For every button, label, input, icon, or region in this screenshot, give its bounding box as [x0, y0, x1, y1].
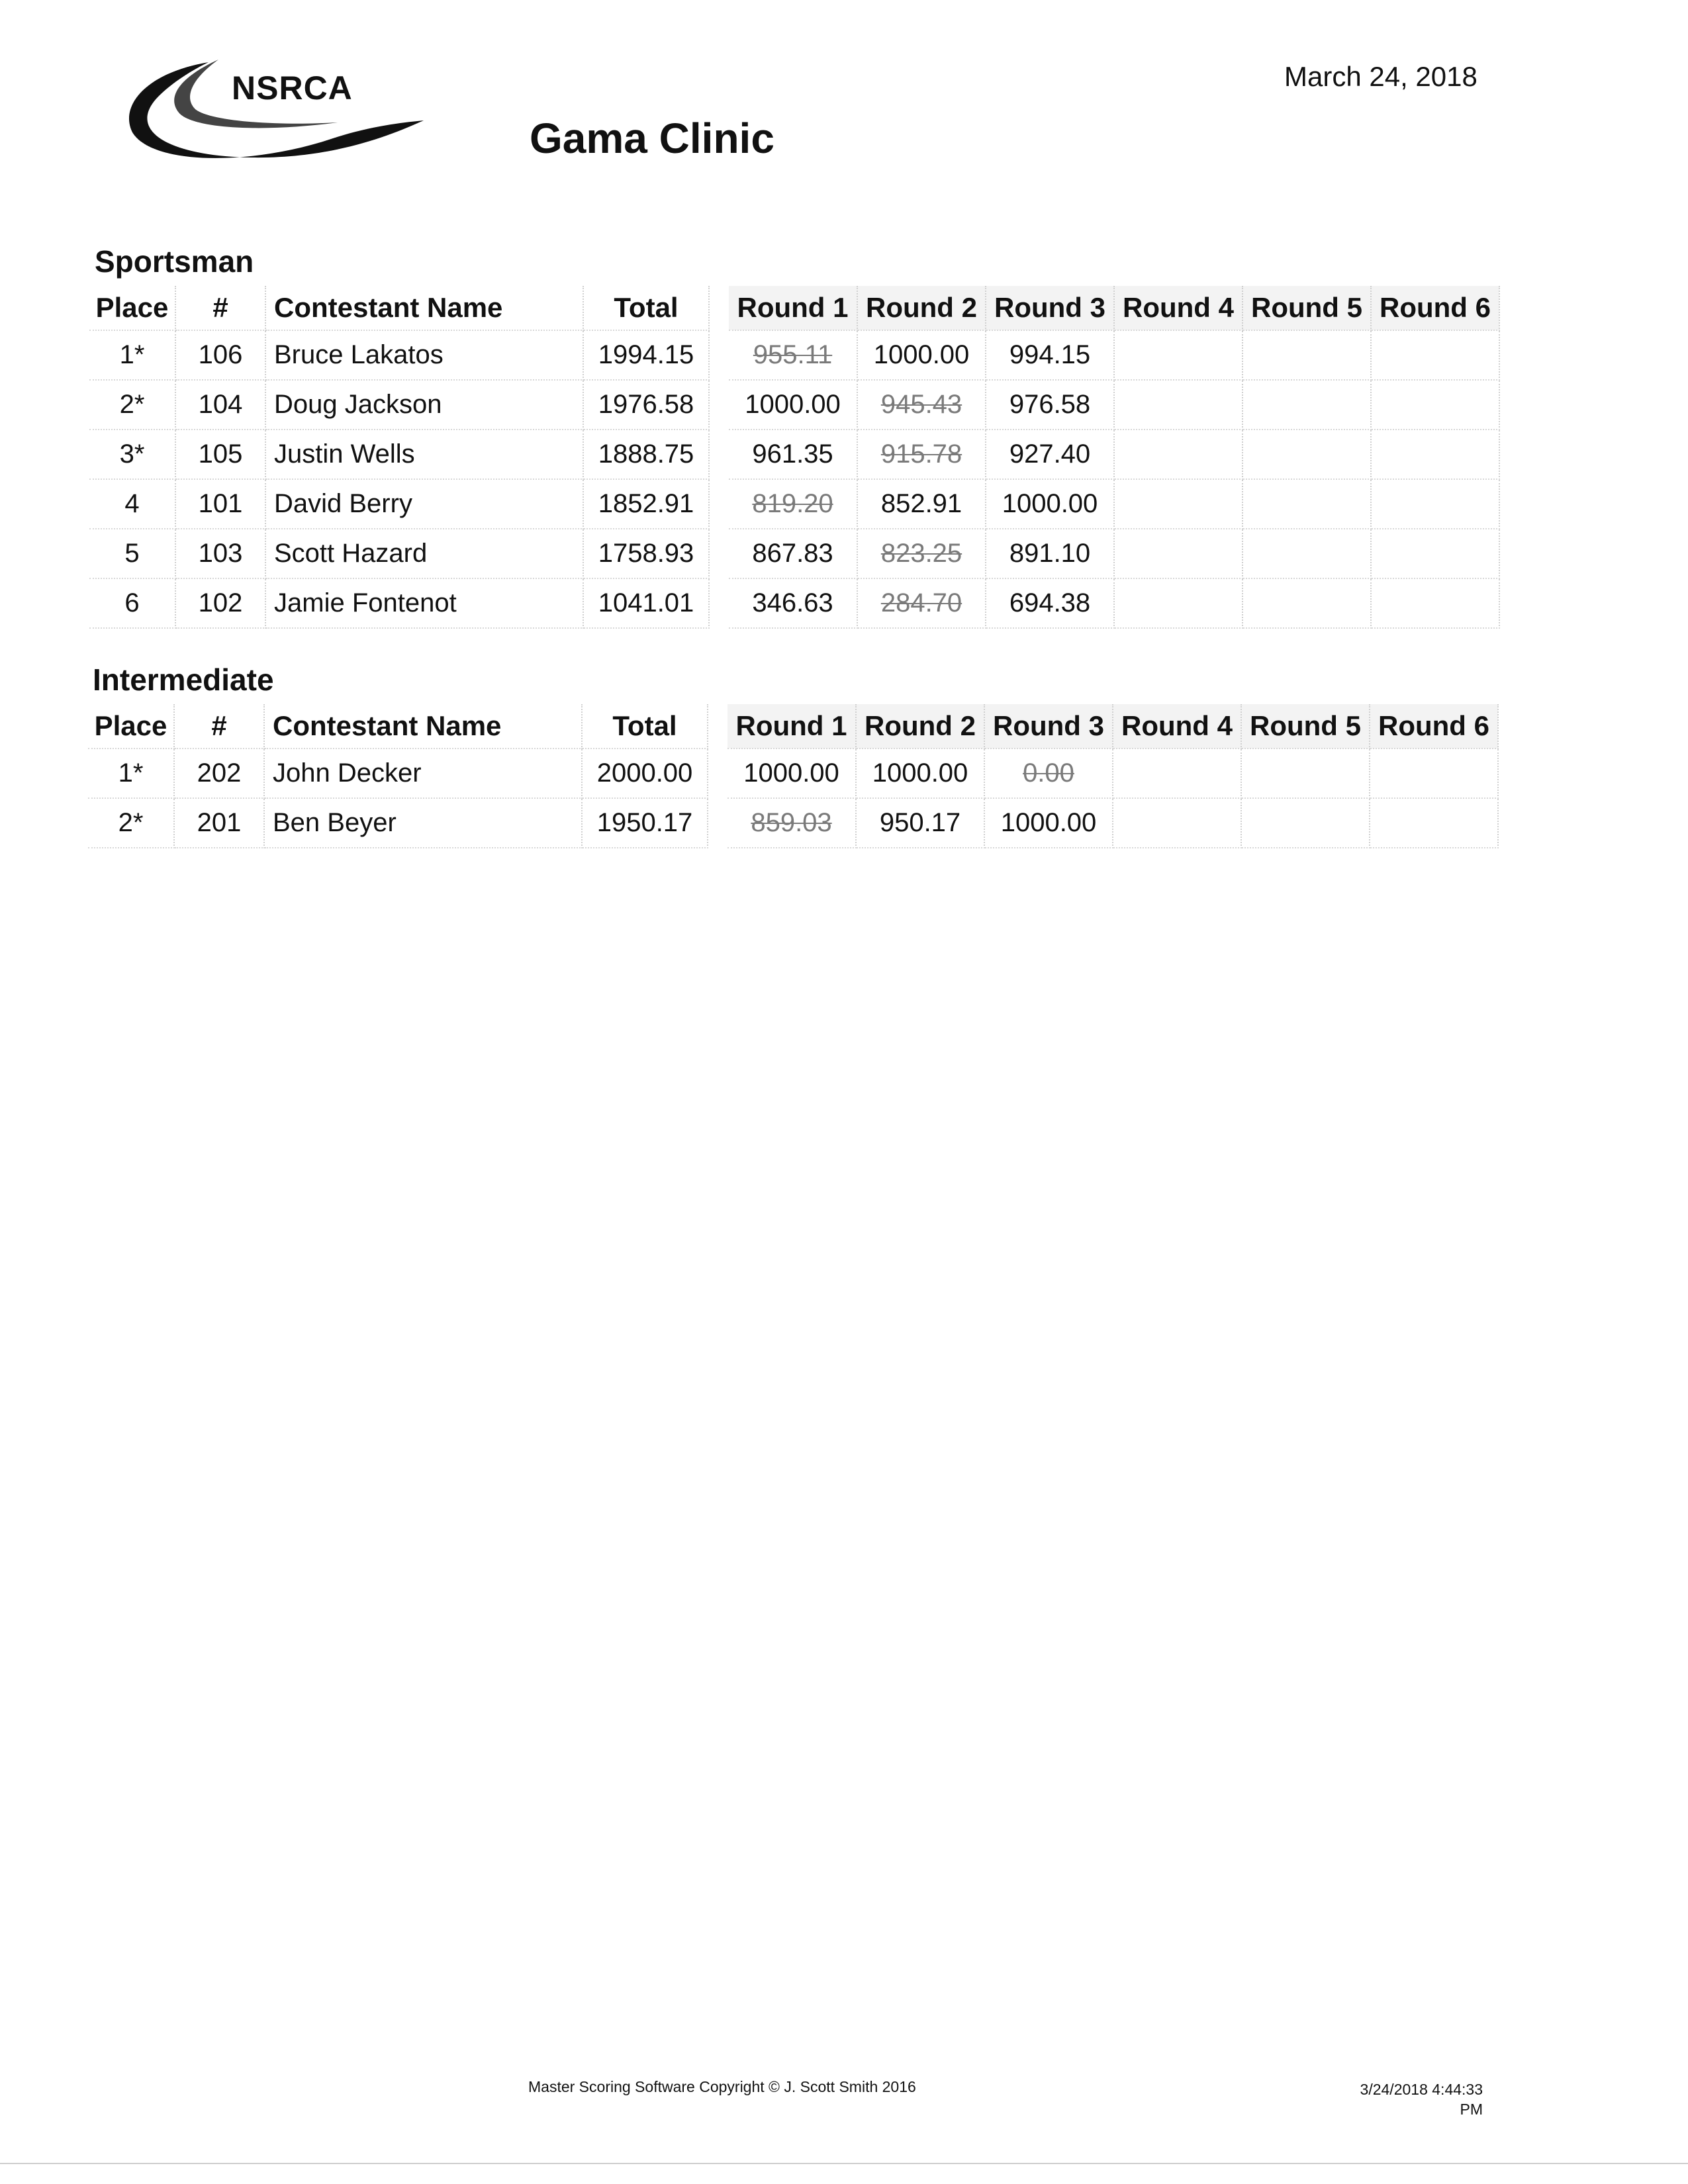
header-total: Total [582, 704, 708, 749]
contestant-name-cell: Jamie Fontenot [265, 578, 583, 628]
total-cell: 1888.75 [583, 430, 709, 479]
place-cell: 4 [89, 479, 175, 529]
round-4-score-cell [1114, 330, 1243, 380]
round-6-score-cell [1371, 380, 1499, 430]
contestant-name-cell: Doug Jackson [265, 380, 583, 430]
round-4-score-cell [1114, 430, 1243, 479]
round-1-score-cell: 955.11 [729, 330, 857, 380]
header-round-1: Round 1 [727, 704, 856, 749]
table-row [88, 798, 1498, 848]
column-gap [709, 286, 729, 330]
table-body [89, 330, 1499, 628]
total-cell: 1994.15 [583, 330, 709, 380]
table-row [89, 529, 1499, 578]
round-4-score-cell [1114, 529, 1243, 578]
round-6-score-cell [1370, 749, 1498, 798]
table-body [88, 749, 1498, 848]
contestant-number-cell: 102 [175, 578, 265, 628]
header-place: Place [88, 704, 174, 749]
place-cell: 1* [89, 330, 175, 380]
header-round-5: Round 5 [1241, 704, 1370, 749]
round-3-score-cell: 976.58 [986, 380, 1114, 430]
section-title-intermediate: Intermediate [93, 662, 274, 697]
header-round-2: Round 2 [856, 704, 984, 749]
header-round-3: Round 3 [984, 704, 1113, 749]
total-cell: 1041.01 [583, 578, 709, 628]
column-gap [709, 380, 729, 430]
total-cell: 1852.91 [583, 479, 709, 529]
round-1-score-cell: 961.35 [729, 430, 857, 479]
table-header-row [89, 286, 1499, 330]
table-row [89, 330, 1499, 380]
round-3-score-cell: 891.10 [986, 529, 1114, 578]
round-3-score-cell: 994.15 [986, 330, 1114, 380]
results-table-sportsman [89, 286, 1500, 629]
column-gap [709, 430, 729, 479]
column-gap [709, 330, 729, 380]
column-gap [709, 529, 729, 578]
total-cell: 2000.00 [582, 749, 708, 798]
round-5-score-cell [1243, 529, 1371, 578]
round-1-score-cell: 819.20 [729, 479, 857, 529]
round-1-score-cell: 346.63 [729, 578, 857, 628]
contestant-name-cell: Bruce Lakatos [265, 330, 583, 380]
contestant-number-cell: 103 [175, 529, 265, 578]
round-6-score-cell [1371, 529, 1499, 578]
contestant-name-cell: Ben Beyer [264, 798, 582, 848]
column-gap [708, 749, 727, 798]
round-5-score-cell [1241, 749, 1370, 798]
round-4-score-cell [1114, 479, 1243, 529]
round-5-score-cell [1243, 430, 1371, 479]
round-3-score-cell: 927.40 [986, 430, 1114, 479]
table-header-row [88, 704, 1498, 749]
round-1-score-cell: 1000.00 [727, 749, 856, 798]
contestant-number-cell: 202 [174, 749, 264, 798]
total-cell: 1758.93 [583, 529, 709, 578]
round-6-score-cell [1371, 330, 1499, 380]
contestant-name-cell: John Decker [264, 749, 582, 798]
column-gap [709, 479, 729, 529]
round-2-score-cell: 823.25 [857, 529, 986, 578]
column-gap [709, 578, 729, 628]
table-row [89, 380, 1499, 430]
logo-text: NSRCA [232, 69, 353, 107]
round-6-score-cell [1370, 798, 1498, 848]
place-cell: 5 [89, 529, 175, 578]
round-3-score-cell: 1000.00 [984, 798, 1113, 848]
footer-timestamp-line1: 3/24/2018 4:44:33 [1360, 2081, 1483, 2098]
header-round-3: Round 3 [986, 286, 1114, 330]
round-6-score-cell [1371, 430, 1499, 479]
table-row [88, 749, 1498, 798]
round-5-score-cell [1243, 380, 1371, 430]
round-2-score-cell: 950.17 [856, 798, 984, 848]
total-cell: 1950.17 [582, 798, 708, 848]
round-6-score-cell [1371, 479, 1499, 529]
header-round-6: Round 6 [1371, 286, 1499, 330]
contestant-number-cell: 104 [175, 380, 265, 430]
report-date: March 24, 2018 [1284, 61, 1477, 92]
column-gap [708, 798, 727, 848]
contestant-number-cell: 105 [175, 430, 265, 479]
footer-copyright: Master Scoring Software Copyright © J. Scott Smith 2016 [528, 2078, 916, 2095]
round-2-score-cell: 1000.00 [856, 749, 984, 798]
header-round-4: Round 4 [1114, 286, 1243, 330]
header-place: Place [89, 286, 175, 330]
round-3-score-cell: 1000.00 [986, 479, 1114, 529]
contestant-name-cell: Justin Wells [265, 430, 583, 479]
footer-timestamp [1324, 2079, 1483, 2119]
contestant-number-cell: 101 [175, 479, 265, 529]
header-total: Total [583, 286, 709, 330]
round-4-score-cell [1114, 380, 1243, 430]
round-6-score-cell [1371, 578, 1499, 628]
round-5-score-cell [1243, 479, 1371, 529]
header-contestant-name: Contestant Name [264, 704, 582, 749]
round-5-score-cell [1241, 798, 1370, 848]
table-row [89, 479, 1499, 529]
header-round-4: Round 4 [1113, 704, 1241, 749]
round-5-score-cell [1243, 578, 1371, 628]
table-row [89, 578, 1499, 628]
round-2-score-cell: 1000.00 [857, 330, 986, 380]
event-title: Gama Clinic [530, 114, 774, 162]
contestant-number-cell: 106 [175, 330, 265, 380]
header-round-6: Round 6 [1370, 704, 1498, 749]
round-4-score-cell [1113, 798, 1241, 848]
place-cell: 3* [89, 430, 175, 479]
header-contestant-name: Contestant Name [265, 286, 583, 330]
contestant-name-cell: David Berry [265, 479, 583, 529]
contestant-number-cell: 201 [174, 798, 264, 848]
round-1-score-cell: 859.03 [727, 798, 856, 848]
round-4-score-cell [1114, 578, 1243, 628]
place-cell: 1* [88, 749, 174, 798]
round-1-score-cell: 1000.00 [729, 380, 857, 430]
header-round-1: Round 1 [729, 286, 857, 330]
round-3-score-cell: 694.38 [986, 578, 1114, 628]
place-cell: 2* [88, 798, 174, 848]
contestant-name-cell: Scott Hazard [265, 529, 583, 578]
round-2-score-cell: 852.91 [857, 479, 986, 529]
round-2-score-cell: 945.43 [857, 380, 986, 430]
header-number: # [174, 704, 264, 749]
page-bottom-rule [0, 2163, 1688, 2164]
total-cell: 1976.58 [583, 380, 709, 430]
place-cell: 6 [89, 578, 175, 628]
header-number: # [175, 286, 265, 330]
round-2-score-cell: 284.70 [857, 578, 986, 628]
round-3-score-cell: 0.00 [984, 749, 1113, 798]
column-gap [708, 704, 727, 749]
footer-timestamp-line2: PM [1460, 2101, 1483, 2118]
place-cell: 2* [89, 380, 175, 430]
header-round-2: Round 2 [857, 286, 986, 330]
round-2-score-cell: 915.78 [857, 430, 986, 479]
round-4-score-cell [1113, 749, 1241, 798]
section-title-sportsman: Sportsman [95, 244, 254, 279]
results-table-intermediate [88, 704, 1499, 848]
header-round-5: Round 5 [1243, 286, 1371, 330]
round-1-score-cell: 867.83 [729, 529, 857, 578]
table-row [89, 430, 1499, 479]
round-5-score-cell [1243, 330, 1371, 380]
